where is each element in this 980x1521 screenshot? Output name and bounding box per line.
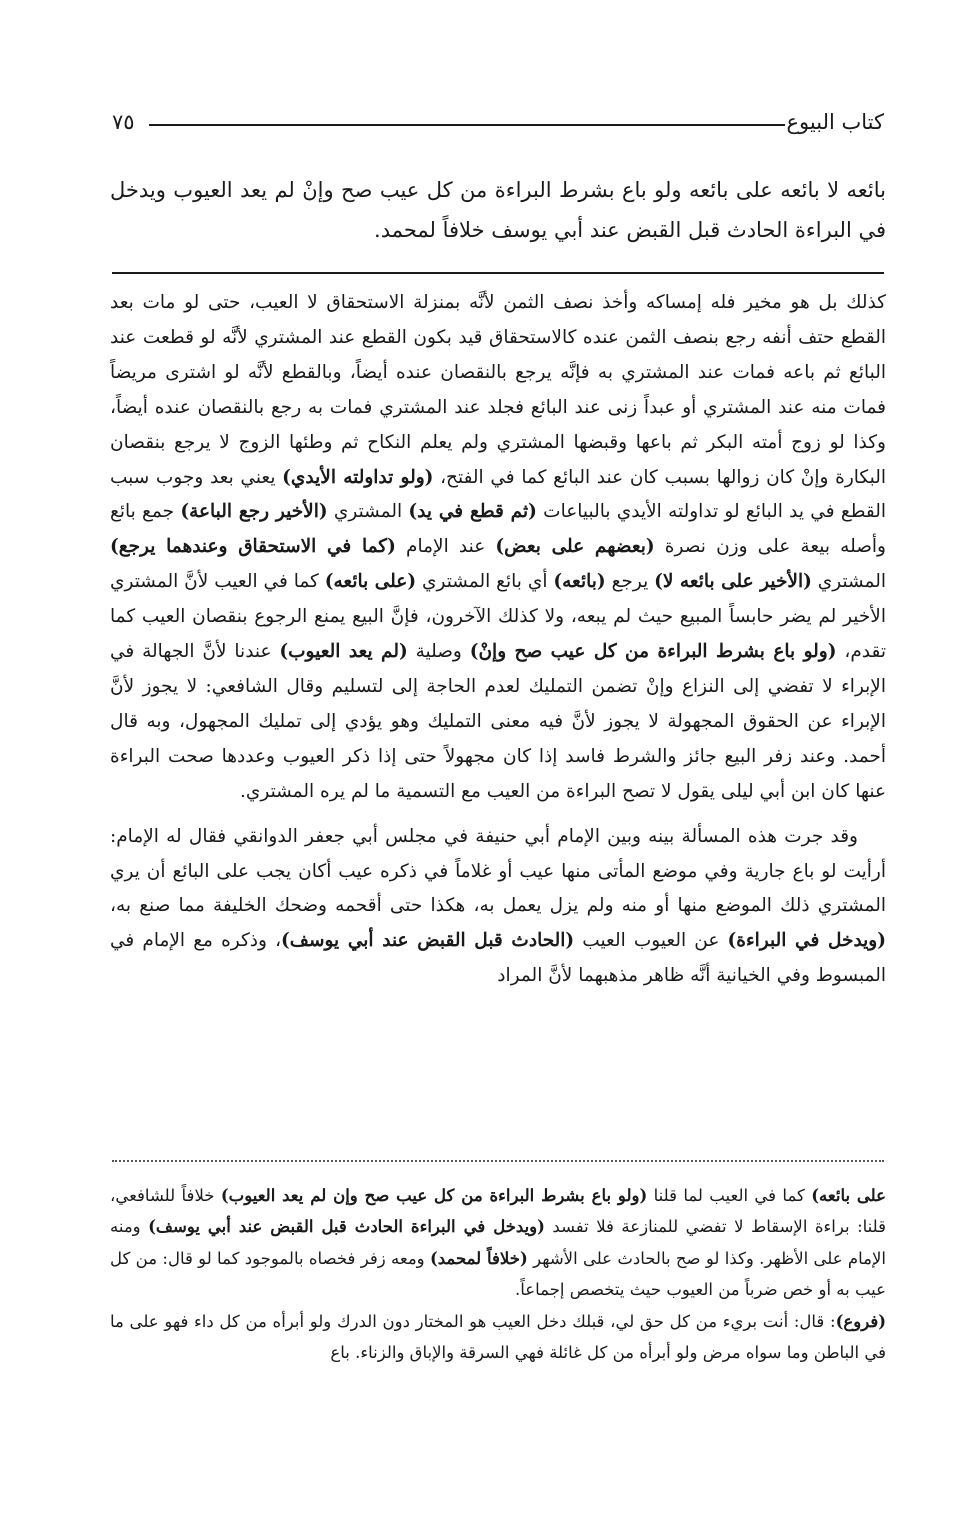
- bold-matn-quote: على بائعه): [811, 1186, 886, 1205]
- page-number: ٧٥: [112, 110, 135, 134]
- bold-matn-quote: (ثم قطع في يد): [408, 501, 537, 523]
- footnote-paragraph: (فروع): قال: أنت بريء من كل حق لي، قبلك دخل العيب هو المختار دون الدرك ولو أبرأه من كل داء فهو على ما في الباطن وما سواه مرض ولو أبرأه من كل غائلة فهي السرقة والإباق والزناء. باع: [110, 1311, 887, 1363]
- bold-matn-quote: (كما في الاستحقاق وعندهما يرجع): [110, 536, 396, 558]
- dotted-separator: [112, 1160, 884, 1162]
- commentary: [110, 286, 886, 994]
- chapter-title: كتاب البيوع: [786, 110, 884, 134]
- bold-matn-quote: (على بائعه): [324, 571, 417, 593]
- bold-matn-quote: (الحادث قبل القبض عند أبي يوسف): [281, 930, 575, 952]
- bold-matn-quote: (بائعه): [553, 571, 606, 593]
- footnotes: [110, 1180, 886, 1368]
- bold-matn-quote: (الأخير رجع الباعة): [180, 501, 328, 523]
- bold-matn-quote: (ولو تداولته الأيدي): [282, 466, 434, 488]
- bold-matn-quote: (ويدخل في البراءة الحادث قبل القبض عند أبي يوسف): [148, 1217, 545, 1237]
- bold-matn-quote: (بعضهم على بعض): [495, 536, 655, 558]
- separator-rule: [112, 272, 884, 274]
- footnote-paragraph: على بائعه) كما في العيب لما قلنا (ولو باع بشرط البراءة من كل عيب صح وإن لم يعد العيوب) خلافاً للشافعي، قلنا: براءة الإسقاط لا تفضي للمنازعة فلا تفسد (ويدخل في البراءة الحادث قبل القبض عند أبي يوسف) ومنه الإمام على الأظهر. وكذا لو صح بالحادث على الأشهر (خلافاً لمحمد) ومعه زفر فخصاه بالموجود كما لو قال: من كل عيب به أو خص ضرباً من العيوب حيث يتخصص إجماعاً.: [110, 1186, 886, 1300]
- bold-matn-quote: (ولو باع بشرط البراءة من كل عيب صح وإنْ): [469, 641, 837, 663]
- bold-matn-quote: (ولو باع بشرط البراءة من كل عيب صح وإن لم يعد العيوب): [220, 1186, 648, 1205]
- running-header: [112, 102, 884, 142]
- matn-text: بائعه لا بائعه على بائعه ولو باع بشرط البراءة من كل عيب صح وإنْ لم يعد العيوب ويدخل في البراءة الحادث قبل القبض عند أبي يوسف خلافاً لمحمد.: [110, 178, 886, 242]
- bold-matn-quote: (لم يعد العيوب): [279, 641, 408, 663]
- commentary-paragraph: وقد جرت هذه المسألة بينه وبين الإمام أبي حنيفة في مجلس أبي جعفر الدوانقي فقال له الإمام: أرأيت لو باع جارية وفي موضع المأتى منها عيب أو غلاماً في ذكره عيب أكان يجب على البائع أن يري المشتري ذلك الموضع منها أو منه ولم يزل يعمل به، هكذا حتى أقحمه وضحك الخليفة مما صنع به، (ويدخل في البراءة) عن العيوب العيب (الحادث قبل القبض عند أبي يوسف)، وذكره مع الإمام في المبسوط وفي الخيانية أنَّه ظاهر مذهبهما لأنَّ المراد: [110, 825, 886, 987]
- bold-matn-quote: (الأخير على بائعه لا): [654, 571, 812, 593]
- bold-matn-quote: (ويدخل في البراءة): [727, 930, 886, 952]
- bold-matn-quote: (فروع): [835, 1311, 887, 1331]
- header-rule: [149, 124, 785, 126]
- bold-matn-quote: (خلافاً لمحمد): [429, 1248, 528, 1268]
- commentary-paragraph: كذلك بل هو مخير فله إمساكه وأخذ نصف الثمن لأنَّه بمنزلة الاستحقاق لا العيب، حتى لو مات بعد القطع حتف أنفه رجع بنصف الثمن عنده كالاستحقاق قيد بكون القطع عند المشتري لأنَّه لو قطعت عند البائع ثم باعه فمات عند المشتري به فإنَّه يرجع بالنقصان عنده أيضاً، وبالقطع لأنَّه لو اشترى مريضاً فمات منه عند المشتري أو عبداً زنى عند البائع فجلد عند المشتري فمات به رجع بالنقصان عنده أيضاً، وكذا لو زوج أمته البكر ثم باعها وقبضها المشتري ولم يعلم النكاح ثم وطئها الزوج لا يرجع بنقصان البكارة وإنْ كان زوالها بسبب كان عند البائع كما في الفتح، (ولو تداولته الأيدي) يعني بعد وجوب سبب القطع في يد البائع لو تداولته الأيدي بالبياعات (ثم قطع في يد) المشتري (الأخير رجع الباعة) جمع بائع وأصله بيعة على وزن نصرة (بعضهم على بعض) عند الإمام (كما في الاستحقاق وعندهما يرجع) المشتري (الأخير على بائعه لا) يرجع (بائعه) أي بائع المشتري (على بائعه) كما في العيب لأنَّ المشتري الأخير لم يضر حابساً المبيع حيث لم يبعه، ولا كذلك الآخرون، فإنَّ البيع يمنع الرجوع بنقصان العيب كما تقدم، (ولو باع بشرط البراءة من كل عيب صح وإنْ) وصلية (لم يعد العيوب) عندنا لأنَّ الجهالة في الإبراء لا تفضي إلى النزاع وإنْ تضمن التمليك لعدم الحاجة إلى لتسليم وقال الشافعي: لا يجوز لأنَّ الإبراء عن الحقوق المجهولة لا يجوز لأنَّ فيه معنى التمليك وهو يؤدي إلى تمليك المجهول، وبه قال أحمد. وعند زفر البيع جائز والشرط فاسد إذا كان مجهولاً حتى إذا ذكر العيوب وعددها صحت البراءة عنها كان ابن أبي ليلى يقول لا تصح البراءة من العيب مع التسمية ما لم يره المشتري.: [110, 292, 887, 802]
